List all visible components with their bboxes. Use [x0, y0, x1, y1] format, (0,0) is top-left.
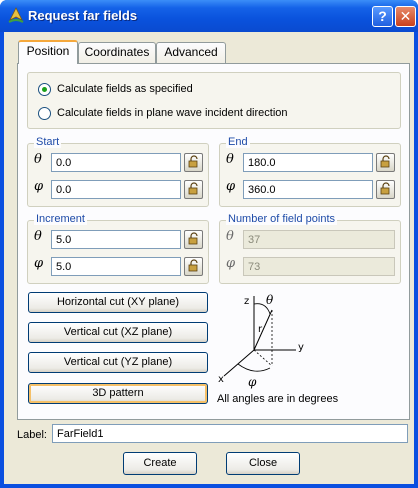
end-group-title: End: [228, 136, 248, 148]
close-window-button[interactable]: ✕: [395, 6, 416, 27]
increment-group-title: Increment: [36, 213, 85, 225]
x-axis: [224, 350, 254, 376]
r-label: r: [258, 324, 263, 335]
tab-coordinates[interactable]: Coordinates: [78, 42, 156, 63]
label-caption: Label:: [17, 429, 47, 441]
start-phi-input[interactable]: [51, 180, 181, 199]
3d-pattern-button[interactable]: 3D pattern: [28, 383, 208, 404]
angles-note: All angles are in degrees: [217, 393, 339, 405]
projection-line: [254, 350, 272, 366]
field-points-group: [219, 213, 401, 284]
phi-symbol: φ: [34, 256, 44, 271]
lock-icon: [185, 258, 202, 275]
radius-line: [254, 310, 272, 350]
vertical-cut-yz-button[interactable]: Vertical cut (YZ plane): [28, 352, 208, 373]
lock-icon: [377, 181, 394, 198]
end-phi-lock-button[interactable]: [376, 180, 395, 199]
z-label: z: [244, 296, 250, 307]
start-group: [27, 136, 209, 207]
lock-icon: [185, 231, 202, 248]
start-group-title: Start: [36, 136, 60, 148]
end-theta-input[interactable]: [243, 153, 373, 172]
phi-arc: [238, 364, 270, 371]
mode-group: [27, 72, 401, 129]
position-tab-panel: [17, 63, 410, 420]
y-label: y: [298, 342, 304, 353]
theta-symbol: θ: [226, 152, 234, 167]
increment-phi-lock-button[interactable]: [184, 257, 203, 276]
horizontal-cut-button[interactable]: Horizontal cut (XY plane): [28, 292, 208, 313]
theta-symbol: θ: [226, 229, 234, 244]
tab-advanced[interactable]: Advanced: [156, 42, 226, 63]
lock-icon: [377, 154, 394, 171]
close-button[interactable]: Close: [226, 452, 300, 475]
theta-label: θ: [266, 293, 274, 307]
increment-group: [27, 213, 209, 284]
radio-label-specified: Calculate fields as specified: [57, 83, 193, 95]
theta-symbol: θ: [34, 152, 42, 167]
end-phi-input[interactable]: [243, 180, 373, 199]
radio-button-checked[interactable]: [38, 83, 51, 96]
radio-calculate-specified[interactable]: [38, 82, 338, 98]
end-theta-lock-button[interactable]: [376, 153, 395, 172]
radio-calculate-plane-wave[interactable]: [38, 106, 378, 122]
increment-theta-lock-button[interactable]: [184, 230, 203, 249]
radio-button[interactable]: [38, 107, 51, 120]
x-label: x: [218, 374, 224, 385]
spherical-coordinates-diagram: [214, 290, 324, 390]
phi-symbol: φ: [34, 179, 44, 194]
points-phi-field: [243, 257, 395, 276]
help-button[interactable]: ?: [372, 6, 393, 27]
end-group: [219, 136, 401, 207]
points-theta-field: [243, 230, 395, 249]
vertical-cut-xz-button[interactable]: Vertical cut (XZ plane): [28, 322, 208, 343]
tab-position[interactable]: Position: [18, 40, 78, 64]
window-title: Request far fields: [28, 8, 138, 23]
theta-symbol: θ: [34, 229, 42, 244]
increment-theta-input[interactable]: [51, 230, 181, 249]
field-points-group-title: Number of field points: [228, 213, 335, 225]
label-input[interactable]: [52, 424, 408, 443]
start-theta-lock-button[interactable]: [184, 153, 203, 172]
dialog-body: [4, 32, 414, 484]
phi-symbol: φ: [226, 179, 236, 194]
create-button[interactable]: Create: [123, 452, 197, 475]
start-phi-lock-button[interactable]: [184, 180, 203, 199]
lock-icon: [185, 154, 202, 171]
start-theta-input[interactable]: [51, 153, 181, 172]
app-icon: [7, 7, 25, 25]
phi-label: φ: [248, 375, 257, 389]
lock-icon: [185, 181, 202, 198]
increment-phi-input[interactable]: [51, 257, 181, 276]
phi-symbol: φ: [226, 256, 236, 271]
radio-label-plane-wave: Calculate fields in plane wave incident direction: [57, 107, 288, 119]
title-bar[interactable]: [0, 0, 418, 32]
